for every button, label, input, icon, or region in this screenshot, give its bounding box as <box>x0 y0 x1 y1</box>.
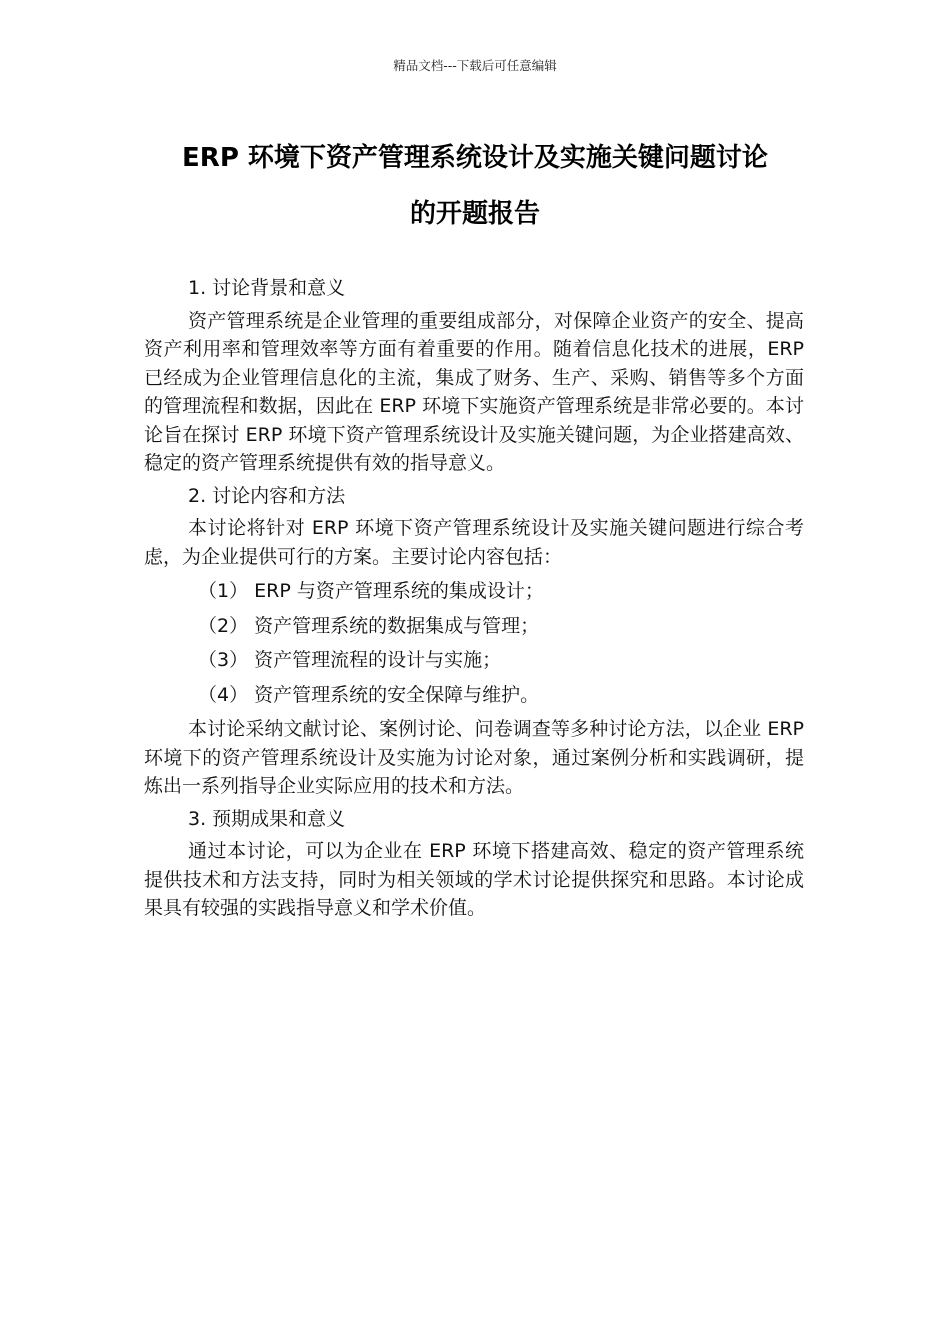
section-3-paragraph: 通过本讨论，可以为企业在 ERP 环境下搭建高效、稳定的资产管理系统提供技术和方法支持，同时为相关领域的学术讨论提供探究和思路。本讨论成果具有较强的实践指导意义和学术价值。 <box>144 840 804 919</box>
list-item: （1） ERP 与资产管理系统的集成设计； <box>198 580 544 602</box>
document-title <box>140 130 810 242</box>
section-2-paragraph-2: 本讨论采纳文献讨论、案例讨论、问卷调查等多种讨论方法，以企业 ERP 环境下的资产管理系统设计及实施为讨论对象，通过案例分析和实践调研，提炼出一系列指导企业实际应用的技术和方法。 <box>144 718 804 797</box>
section-heading-2: 2. 讨论内容和方法 <box>188 484 346 507</box>
page-header: 精品文档---下载后可任意编辑 <box>393 58 557 73</box>
section-2-paragraph-1: 本讨论将针对 ERP 环境下资产管理系统设计及实施关键问题进行综合考虑，为企业提供可行的方案。主要讨论内容包括： <box>144 517 804 568</box>
list-item: （4） 资产管理系统的安全保障与维护。 <box>198 683 540 706</box>
list-item: （2） 资产管理系统的数据集成与管理； <box>198 614 540 637</box>
document-body <box>144 270 804 923</box>
list-item: （3） 资产管理流程的设计与实施； <box>198 649 502 671</box>
section-1-paragraph: 资产管理系统是企业管理的重要组成部分，对保障企业资产的安全、提高资产利用率和管理效率等方面有着重要的作用。随着信息化技术的进展，ERP 已经成为企业管理信息化的主流，集成了财务、生产、采购、销售等多个方面的管理流程和数据，因此在 ERP 环境下实施资产管理系统是非常必要的。本讨论旨在探讨 ERP 环境下资产管理系统设计及实施关键问题，为企业搭建高效、稳定的资产管理系统提供有效的指导意义。 <box>144 309 804 474</box>
section-heading-3: 3. 预期成果和意义 <box>188 807 346 830</box>
section-heading-1: 1. 讨论背景和意义 <box>188 277 346 299</box>
title-line-2: 的开题报告 <box>409 199 540 229</box>
title-line-1: ERP 环境下资产管理系统设计及实施关键问题讨论 <box>182 143 768 173</box>
